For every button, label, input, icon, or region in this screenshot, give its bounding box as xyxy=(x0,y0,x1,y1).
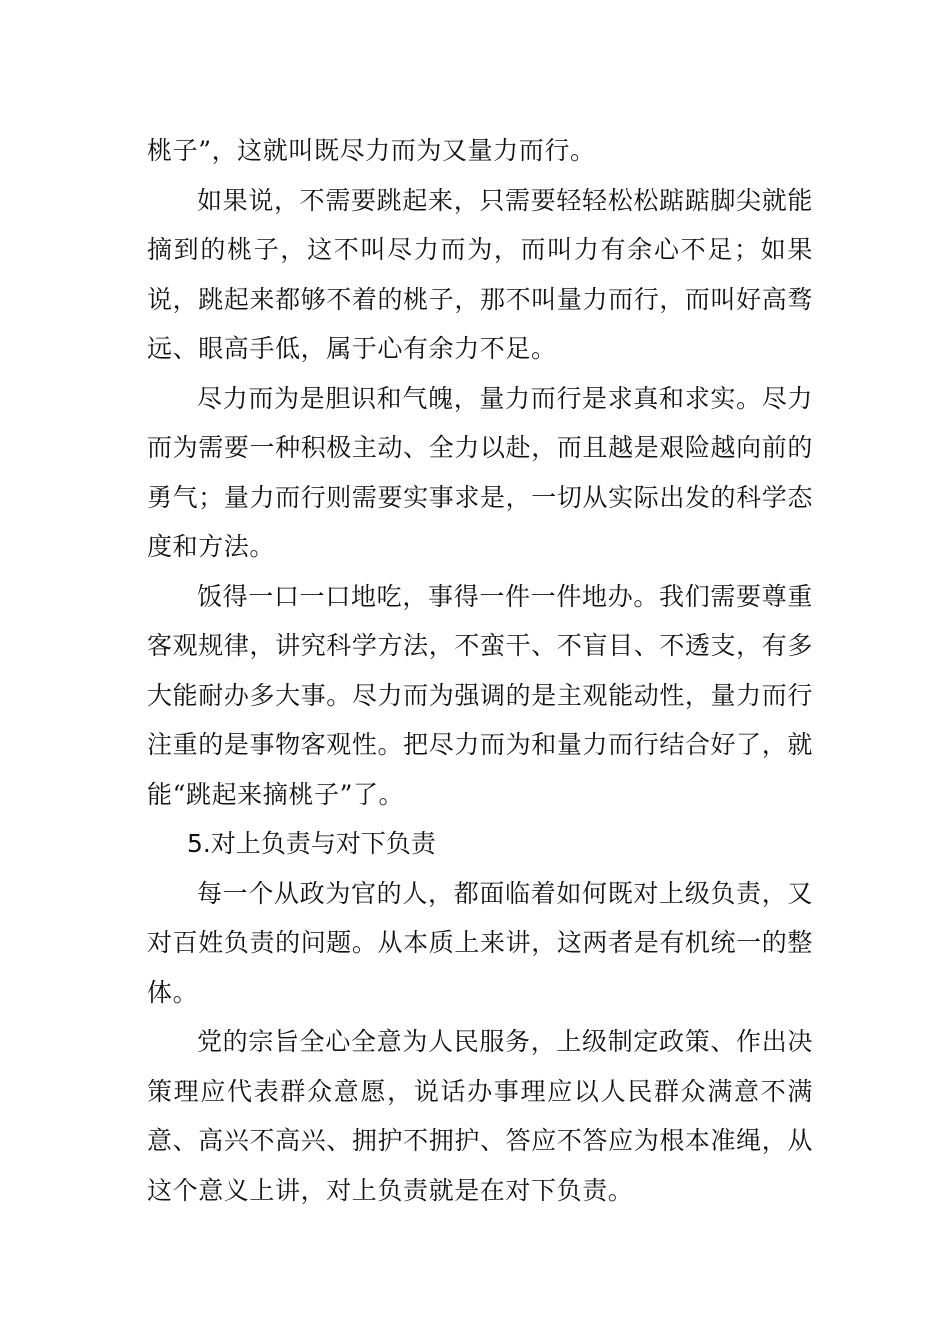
section-heading: 5.对上负责与对下负责 xyxy=(187,829,436,858)
paragraph: 每一个从政为官的人，都面临着如何既对上级负责，又对百姓负责的问题。从本质上来讲，这两者是有机统一的整体。 xyxy=(147,878,813,1007)
paragraph: 党的宗旨全心全意为人民服务，上级制定政策、作出决策理应代表群众意愿，说话办事理应以人民群众满意不满意、高兴不高兴、拥护不拥护、答应不答应为根本准绳，从这个意义上讲，对上负责就是在对下负责。 xyxy=(147,1027,813,1205)
paragraph: 饭得一口一口地吃，事得一件一件地办。我们需要尊重客观规律，讲究科学方法，不蛮干、不盲目、不透支，有多大能耐办多大事。尽力而为强调的是主观能动性，量力而行注重的是事物客观性。把尽力而为和量力而行结合好了，就能“跳起来摘桃子”了。 xyxy=(147,581,813,809)
document-page xyxy=(147,126,813,1215)
paragraph: 尽力而为是胆识和气魄，量力而行是求真和求实。尽力而为需要一种积极主动、全力以赴，而且越是艰险越向前的勇气；量力而行则需要实事求是，一切从实际出发的科学态度和方法。 xyxy=(147,383,813,561)
paragraph-continuation: 桃子”，这就叫既尽力而为又量力而行。 xyxy=(147,136,596,165)
paragraph: 如果说，不需要跳起来，只需要轻轻松松踮踮脚尖就能摘到的桃子，这不叫尽力而为，而叫力有余心不足；如果说，跳起来都够不着的桃子，那不叫量力而行，而叫好高骛远、眼高手低，属于心有余力不足。 xyxy=(147,185,813,363)
